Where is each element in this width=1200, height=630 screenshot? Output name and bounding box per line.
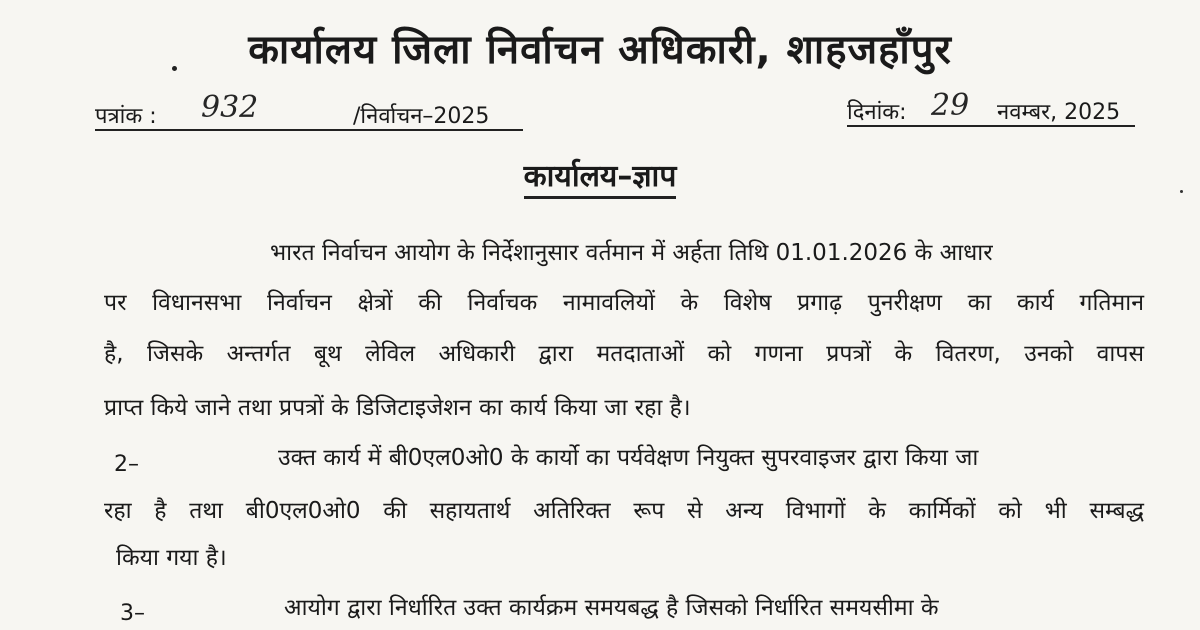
p2-line-1: उक्त कार्य में बी0एल0ओ0 के कार्यो का पर्यवेक्षण नियुक्त सुपरवाइजर द्वारा किया जा bbox=[278, 445, 979, 471]
p1-line-1: भारत निर्वाचन आयोग के निर्देशानुसार वर्तमान में अर्हता तिथि 01.01.2026 के आधार bbox=[270, 240, 993, 266]
p3-number: 3– bbox=[120, 601, 145, 626]
ref-number-handwritten: 932 bbox=[201, 90, 259, 125]
p2-line-3: किया गया है। bbox=[116, 545, 227, 571]
date-day-handwritten: 29 bbox=[931, 88, 970, 123]
p2-line-2: रहा है तथा बी0एल0ओ0 की सहायतार्थ अतिरिक्त रूप से अन्य विभागों के कार्मिकों को भी सम्बद्ध bbox=[104, 498, 1144, 524]
ref-suffix: /निर्वाचन–2025 bbox=[353, 104, 490, 129]
ink-dot bbox=[172, 66, 177, 71]
p1-line-3: है, जिसके अन्तर्गत बूथ लेविल अधिकारी द्वारा मतदाताओं को गणना प्रपत्रों के वितरण, उनको वापस bbox=[104, 341, 1144, 367]
ref-underline bbox=[95, 129, 523, 131]
p1-line-2: पर विधानसभा निर्वाचन क्षेत्रों की निर्वाचक नामावलियों के विशेष प्रगाढ़ पुनरीक्षण का कार्य गतिमान bbox=[104, 290, 1144, 316]
reference-row bbox=[95, 88, 1135, 132]
date-label: दिनांक: bbox=[847, 100, 907, 125]
date-underline bbox=[847, 125, 1135, 127]
p2-number: 2– bbox=[114, 452, 139, 477]
memo-title-text: कार्यालय–ज्ञाप bbox=[524, 159, 677, 199]
ref-label: पत्रांक : bbox=[95, 104, 157, 129]
p3-line-1: आयोग द्वारा निर्धारित उक्त कार्यक्रम समयबद्ध है जिसको निर्धारित समयसीमा के bbox=[284, 595, 939, 621]
ink-mark bbox=[1180, 190, 1183, 193]
memo-title bbox=[0, 154, 1200, 195]
date-month-year: नवम्बर, 2025 bbox=[997, 100, 1121, 125]
office-title: कार्यालय जिला निर्वाचन अधिकारी, शाहजहाँपुर bbox=[248, 27, 952, 73]
p1-line-4: प्राप्त किये जाने तथा प्रपत्रों के डिजिटाइजेशन का कार्य किया जा रहा है। bbox=[104, 395, 691, 421]
